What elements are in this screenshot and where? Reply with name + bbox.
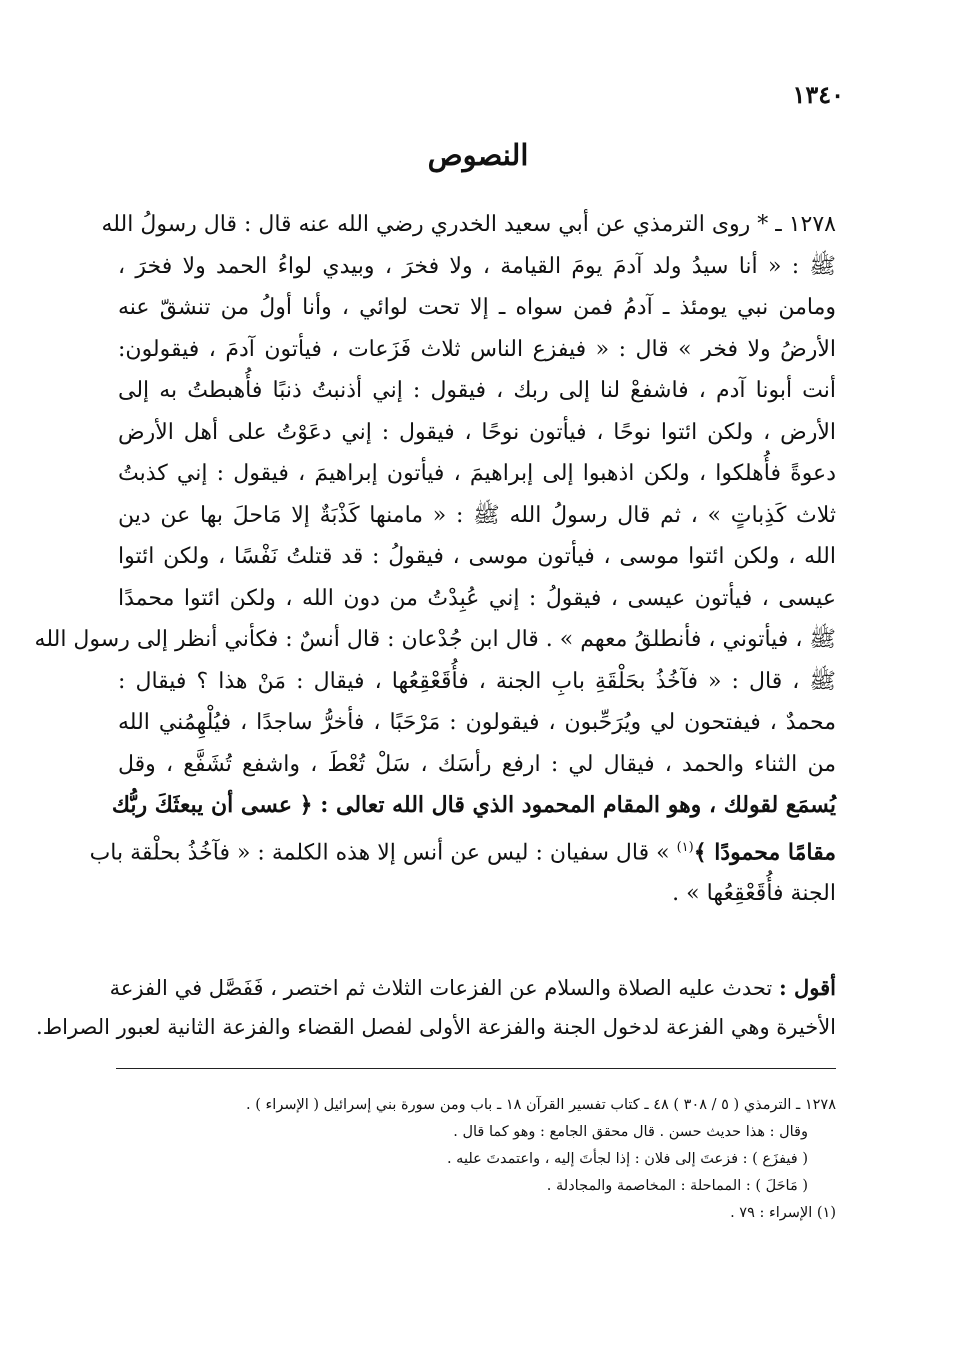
page-number: ١٣٤٠ (792, 80, 844, 109)
footnotes (118, 1092, 836, 1227)
footnote-marker: (١) (676, 839, 694, 855)
footnote-line: ١٢٧٨ ـ الترمذي ( ٥ / ٣٠٨ ) ٤٨ ـ كتاب تفسير القرآن ١٨ ـ باب ومن سورة بني إسرائيل ( الإسراء ) . (246, 1097, 836, 1113)
hadith-line-quran-end (89, 827, 836, 874)
hadith-text (34, 204, 836, 915)
footnote-divider (116, 1068, 836, 1069)
hadith-line: عيسى ، فيأتون عيسى ، فيقولُ : إني عُبِدْتُ من دون الله ، ولكن ائتوا محمدًا (118, 585, 836, 611)
commentary (36, 968, 836, 1047)
hadith-line: ﷺ : « أنا سيدُ ولد آدمَ يومَ القيامة ، ولا فخرَ ، وبيدي لواءُ الحمد ولا فخرَ ، (118, 253, 836, 279)
section-title: النصوص (427, 138, 529, 172)
hadith-line: ١٢٧٨ ـ * روى الترمذي عن أبي سعيد الخدري رضي الله عنه قال : قال رسولُ الله (101, 212, 836, 237)
footnote-line: ( فيفزَع ) : فزعتَ إلى فلان : إذا لجأتَ إليه ، واعتمدتَ عليه . (446, 1151, 808, 1167)
footnote-line: (١) الإسراء : ٧٩ . (730, 1205, 836, 1221)
hadith-line: الأرض ، ولكن ائتوا نوحًا ، فيأتون نوحًا ، فيقول : إني دعَوْتُ على أهل الأرض (118, 419, 836, 445)
hadith-line: دعوةً فأُهلكوا ، ولكن اذهبوا إلى إبراهيمَ ، فيأتون إبراهيمَ ، فيقول : إني كذبتُ (118, 461, 836, 486)
hadith-line: الأرضُ ولا فخر » قال : « فيفزع الناس ثلاث فَزَعات ، فيأتون آدمَ ، فيقولون: (118, 336, 836, 362)
commentary-text: تحدث عليه الصلاة والسلام عن الفزعات الثلاث ثم اختصر ، فَفَصَّل في الفزعة (109, 976, 779, 1000)
footnote-line: وقال : هذا حديث حسن . قال محقق الجامع : وهو كما قال . (453, 1124, 808, 1140)
hadith-line: الجنة فأُقَعْقِعُها » . (672, 881, 836, 907)
quran-verse-end: مقامًا محمودًا ﴾ (693, 838, 836, 865)
commentary-line: الأخيرة وهي الفزعة لدخول الجنة والفزعة الأولى لفصل القضاء والفزعة الثانية لعبور الصراط. (36, 1015, 836, 1039)
hadith-line: أنت أبونا آدم ، فاشفعْ لنا إلى ربك ، فيقول : إني أذنبتُ ذنبًا فأُهبطتُ به إلى (118, 378, 836, 403)
hadith-line: ومامن نبي يومئذ ـ آدمُ فمن سواه ـ إلا تحت لوائي ، وأنا أولُ من تنشقّ عنه (118, 295, 836, 320)
commentary-line (109, 968, 836, 1008)
hadith-line: ثلاث كَذِباتٍ » ، ثم قال رسولُ الله ﷺ : « مامنها كَذْبَةٌ إلا مَاحلَ بها عن دين (118, 502, 836, 528)
commentary-label: أقول : (778, 975, 836, 1000)
hadith-line: ﷺ ، قال : « فآخُذُ بحَلْقَةِ بابِ الجنة ، فأُقَعْقِعُها ، فيقال : مَنْ هذا ؟ فيقال : (118, 668, 836, 694)
hadith-line: يُسمَع لقولك ، وهو المقام المحمود الذي قال الله تعالى : ﴿ عسى أن يبعثَكَ ربُّك (111, 792, 836, 818)
hadith-line: محمدٌ ، فيفتحون لي ويُرَحِّبون ، فيقولون : مَرْحَبًا ، فأخرُّ ساجدًا ، فيُلْهِمُني الله (118, 710, 836, 735)
hadith-line: من الثناء والحمد ، فيقال لي : ارفع رأسَك ، سَلْ تُعْطَ ، واشفع تُشَفَّع ، وقل (118, 751, 836, 777)
footnote-line: ( مَاحَلَ ) : المماحلة : المخاصمة والمجادلة . (546, 1178, 808, 1194)
hadith-line: الله ، ولكن ائتوا موسى ، فيأتون موسى ، فيقولُ : قد قتلتُ نَفْسًا ، ولكن ائتوا (118, 544, 836, 569)
hadith-line: ﷺ ، فيأتوني ، فأنطلقُ معهم » . قال ابن جُدْعان : قال أنسٌ : فكأني أنظر إلى رسول الله (34, 627, 836, 652)
hadith-line-rest: » قال سفيان : ليس عن أنس إلا هذه الكلمة : « فآخُذُ بحلْقة باب (89, 839, 677, 865)
